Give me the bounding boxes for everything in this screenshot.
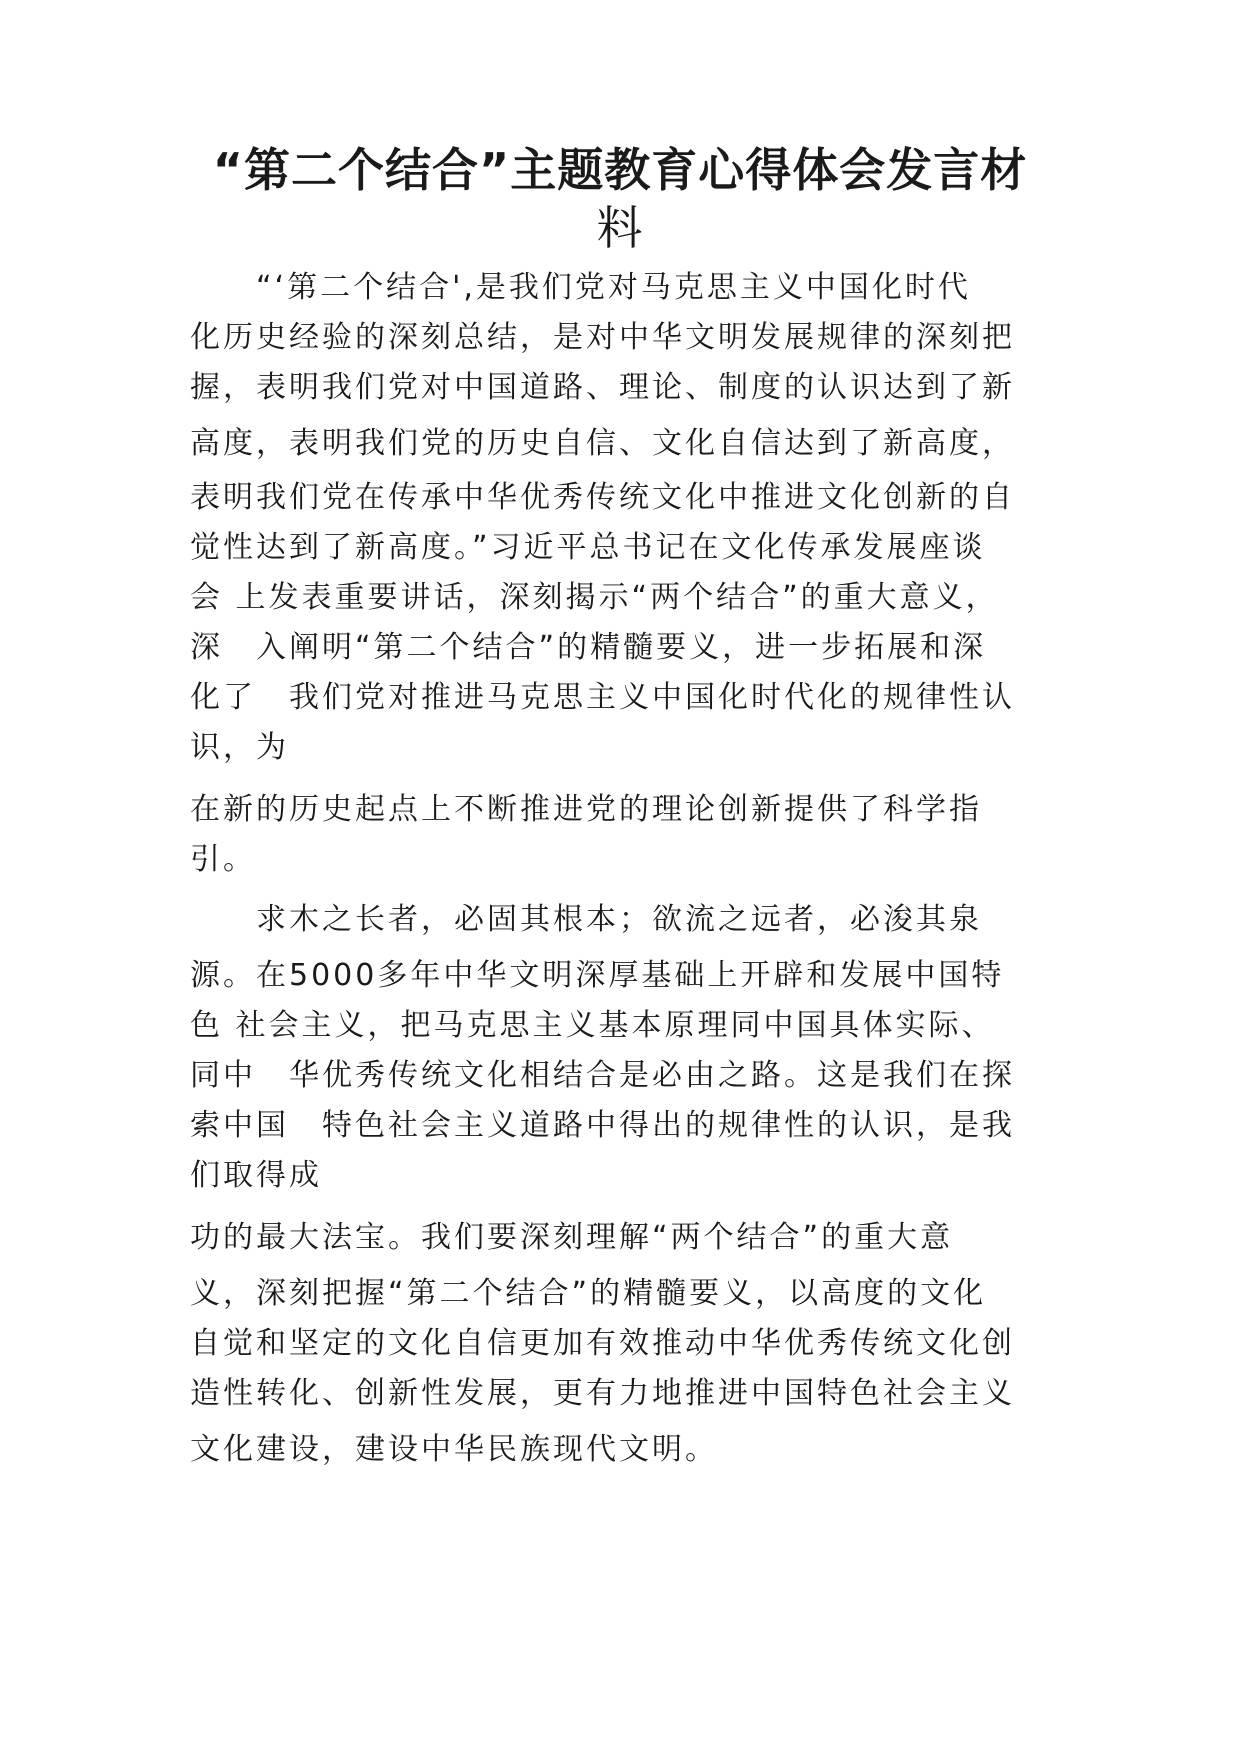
body-line: 识，为	[190, 730, 289, 765]
body-line: 高度，表明我们党的历史自信、文化自信达到了新高度，	[190, 426, 1015, 461]
body-line: 索中国 特色社会主义道路中得出的规律性的认识，是我	[190, 1108, 1015, 1143]
body-line: 自觉和坚定的文化自信更加有效推动中华优秀传统文化创	[190, 1326, 1015, 1361]
body-line: 深 入阐明“第二个结合”的精髓要义，进一步拓展和深	[190, 630, 987, 665]
body-line: 造性转化、创新性发展，更有力地推进中国特色社会主义	[190, 1376, 1015, 1411]
body-line: 求木之长者，必固其根本；欲流之远者，必浚其泉	[190, 902, 982, 937]
body-line: 源。在5000多年中华文明深厚基础上开辟和发展中国特	[190, 958, 1005, 993]
body-line: 功的最大法宝。我们要深刻理解“两个结合”的重大意	[190, 1220, 954, 1255]
body-line: 握，表明我们党对中国道路、理论、制度的认识达到了新	[190, 370, 1015, 405]
body-line: “‘第二个结合',是我们党对马克思主义中国化时代	[190, 270, 971, 305]
body-line: 引。	[190, 842, 256, 877]
body-line: 化了 我们党对推进马克思主义中国化时代化的规律性认	[190, 680, 1015, 715]
document-title-line-2: 料	[596, 201, 644, 255]
body-line: 文化建设，建设中华民族现代文明。	[190, 1432, 718, 1467]
body-line: 色 社会主义，把马克思主义基本原理同中国具体实际、	[190, 1008, 995, 1043]
body-line: 同中 华优秀传统文化相结合是必由之路。这是我们在探	[190, 1058, 1015, 1093]
body-line: 化历史经验的深刻总结，是对中华文明发展规律的深刻把	[190, 320, 1015, 355]
document-title-line-1: “第二个结合”主题教育心得体会发言材	[212, 143, 1028, 197]
body-line: 义，深刻把握“第二个结合”的精髓要义，以高度的文化	[190, 1276, 987, 1311]
body-line: 会 上发表重要讲话，深刻揭示“两个结合”的重大意义，	[190, 580, 999, 615]
body-line: 在新的历史起点上不断推进党的理论创新提供了科学指	[190, 792, 982, 827]
body-line: 觉性达到了新高度。”习近平总书记在文化传承发展座谈	[190, 530, 986, 565]
body-line: 表明我们党在传承中华优秀传统文化中推进文化创新的自	[190, 480, 1015, 515]
body-line: 们取得成	[190, 1158, 322, 1193]
